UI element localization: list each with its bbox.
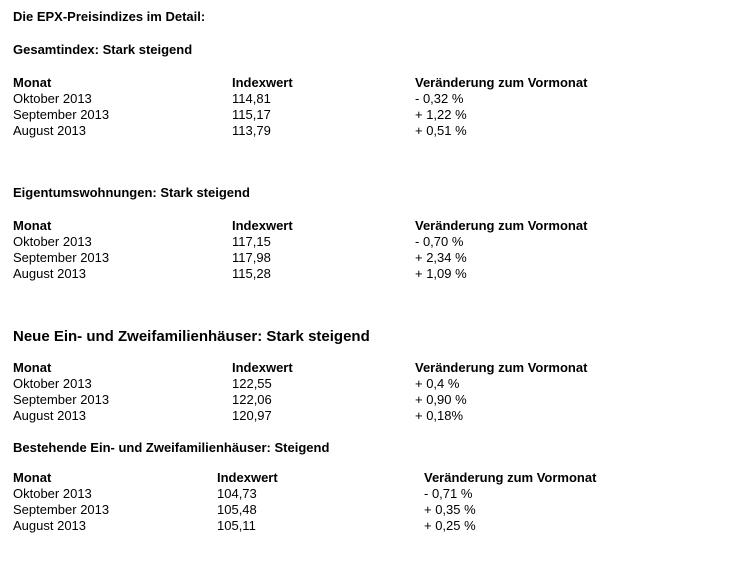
- cell-index: 105,48: [217, 502, 257, 517]
- cell-month: September 2013: [13, 250, 110, 265]
- cell-index: 122,55: [232, 376, 272, 391]
- column-header-month: Monat: [13, 218, 52, 233]
- section-heading: Bestehende Ein- und Zweifamilienhäuser: Steigend: [13, 440, 330, 455]
- cell-index: 115,17: [232, 107, 271, 122]
- cell-index: 117,98: [232, 250, 271, 265]
- column-header-change: Veränderung zum Vormonat: [424, 470, 597, 485]
- column-header-index: Indexwert: [217, 470, 278, 485]
- cell-change: + 0,4 %: [415, 376, 460, 391]
- table-row: [13, 234, 713, 250]
- cell-month: August 2013: [13, 518, 87, 533]
- section-gesamtindex: [13, 42, 713, 139]
- cell-index: 117,15: [232, 234, 271, 249]
- cell-index: 105,11: [217, 518, 256, 533]
- cell-index: 113,79: [232, 123, 271, 138]
- section-heading: Eigentumswohnungen: Stark steigend: [13, 185, 250, 200]
- cell-change: - 0,71 %: [424, 486, 473, 501]
- cell-change: - 0,70 %: [415, 234, 464, 249]
- table-header-row: [13, 75, 713, 91]
- section-heading: Neue Ein- und Zweifamilienhäuser: Stark steigend: [13, 328, 370, 345]
- cell-month: August 2013: [13, 266, 87, 281]
- cell-month: Oktober 2013: [13, 376, 92, 391]
- table-row: [13, 107, 713, 123]
- section-eigentumswohnungen: [13, 185, 713, 282]
- section-neue-haeuser: [13, 328, 713, 424]
- table-row: [13, 91, 713, 107]
- table-header-row: [13, 360, 713, 376]
- cell-index: 115,28: [232, 266, 271, 281]
- cell-change: + 0,90 %: [415, 392, 467, 407]
- cell-month: September 2013: [13, 107, 110, 122]
- cell-change: + 0,35 %: [424, 502, 476, 517]
- cell-change: - 0,32 %: [415, 91, 464, 106]
- table-row: [13, 123, 713, 139]
- section-bestehende-haeuser: [13, 440, 713, 534]
- table-header-row: [13, 218, 713, 234]
- cell-change: + 1,09 %: [415, 266, 467, 281]
- column-header-change: Veränderung zum Vormonat: [415, 360, 588, 375]
- cell-index: 114,81: [232, 91, 271, 106]
- cell-index: 120,97: [232, 408, 272, 423]
- cell-month: August 2013: [13, 408, 87, 423]
- table-row: [13, 392, 713, 408]
- table-row: [13, 408, 713, 424]
- cell-change: + 2,34 %: [415, 250, 467, 265]
- cell-index: 122,06: [232, 392, 272, 407]
- cell-change: + 0,18%: [415, 408, 464, 423]
- page-title: Die EPX-Preisindizes im Detail:: [13, 9, 206, 24]
- column-header-index: Indexwert: [232, 75, 293, 90]
- cell-index: 104,73: [217, 486, 257, 501]
- section-heading: Gesamtindex: Stark steigend: [13, 42, 193, 57]
- column-header-change: Veränderung zum Vormonat: [415, 218, 588, 233]
- table-row: [13, 486, 713, 502]
- column-header-change: Veränderung zum Vormonat: [415, 75, 588, 90]
- cell-month: Oktober 2013: [13, 91, 92, 106]
- cell-month: Oktober 2013: [13, 234, 92, 249]
- cell-month: Oktober 2013: [13, 486, 92, 501]
- column-header-month: Monat: [13, 470, 52, 485]
- table-row: [13, 250, 713, 266]
- table-row: [13, 266, 713, 282]
- column-header-index: Indexwert: [232, 360, 293, 375]
- table-row: [13, 502, 713, 518]
- table-row: [13, 518, 713, 534]
- column-header-month: Monat: [13, 75, 52, 90]
- cell-month: August 2013: [13, 123, 87, 138]
- column-header-index: Indexwert: [232, 218, 293, 233]
- cell-change: + 1,22 %: [415, 107, 467, 122]
- table-row: [13, 376, 713, 392]
- column-header-month: Monat: [13, 360, 52, 375]
- cell-month: September 2013: [13, 502, 110, 517]
- cell-change: + 0,25 %: [424, 518, 476, 533]
- table-header-row: [13, 470, 713, 486]
- cell-change: + 0,51 %: [415, 123, 467, 138]
- cell-month: September 2013: [13, 392, 110, 407]
